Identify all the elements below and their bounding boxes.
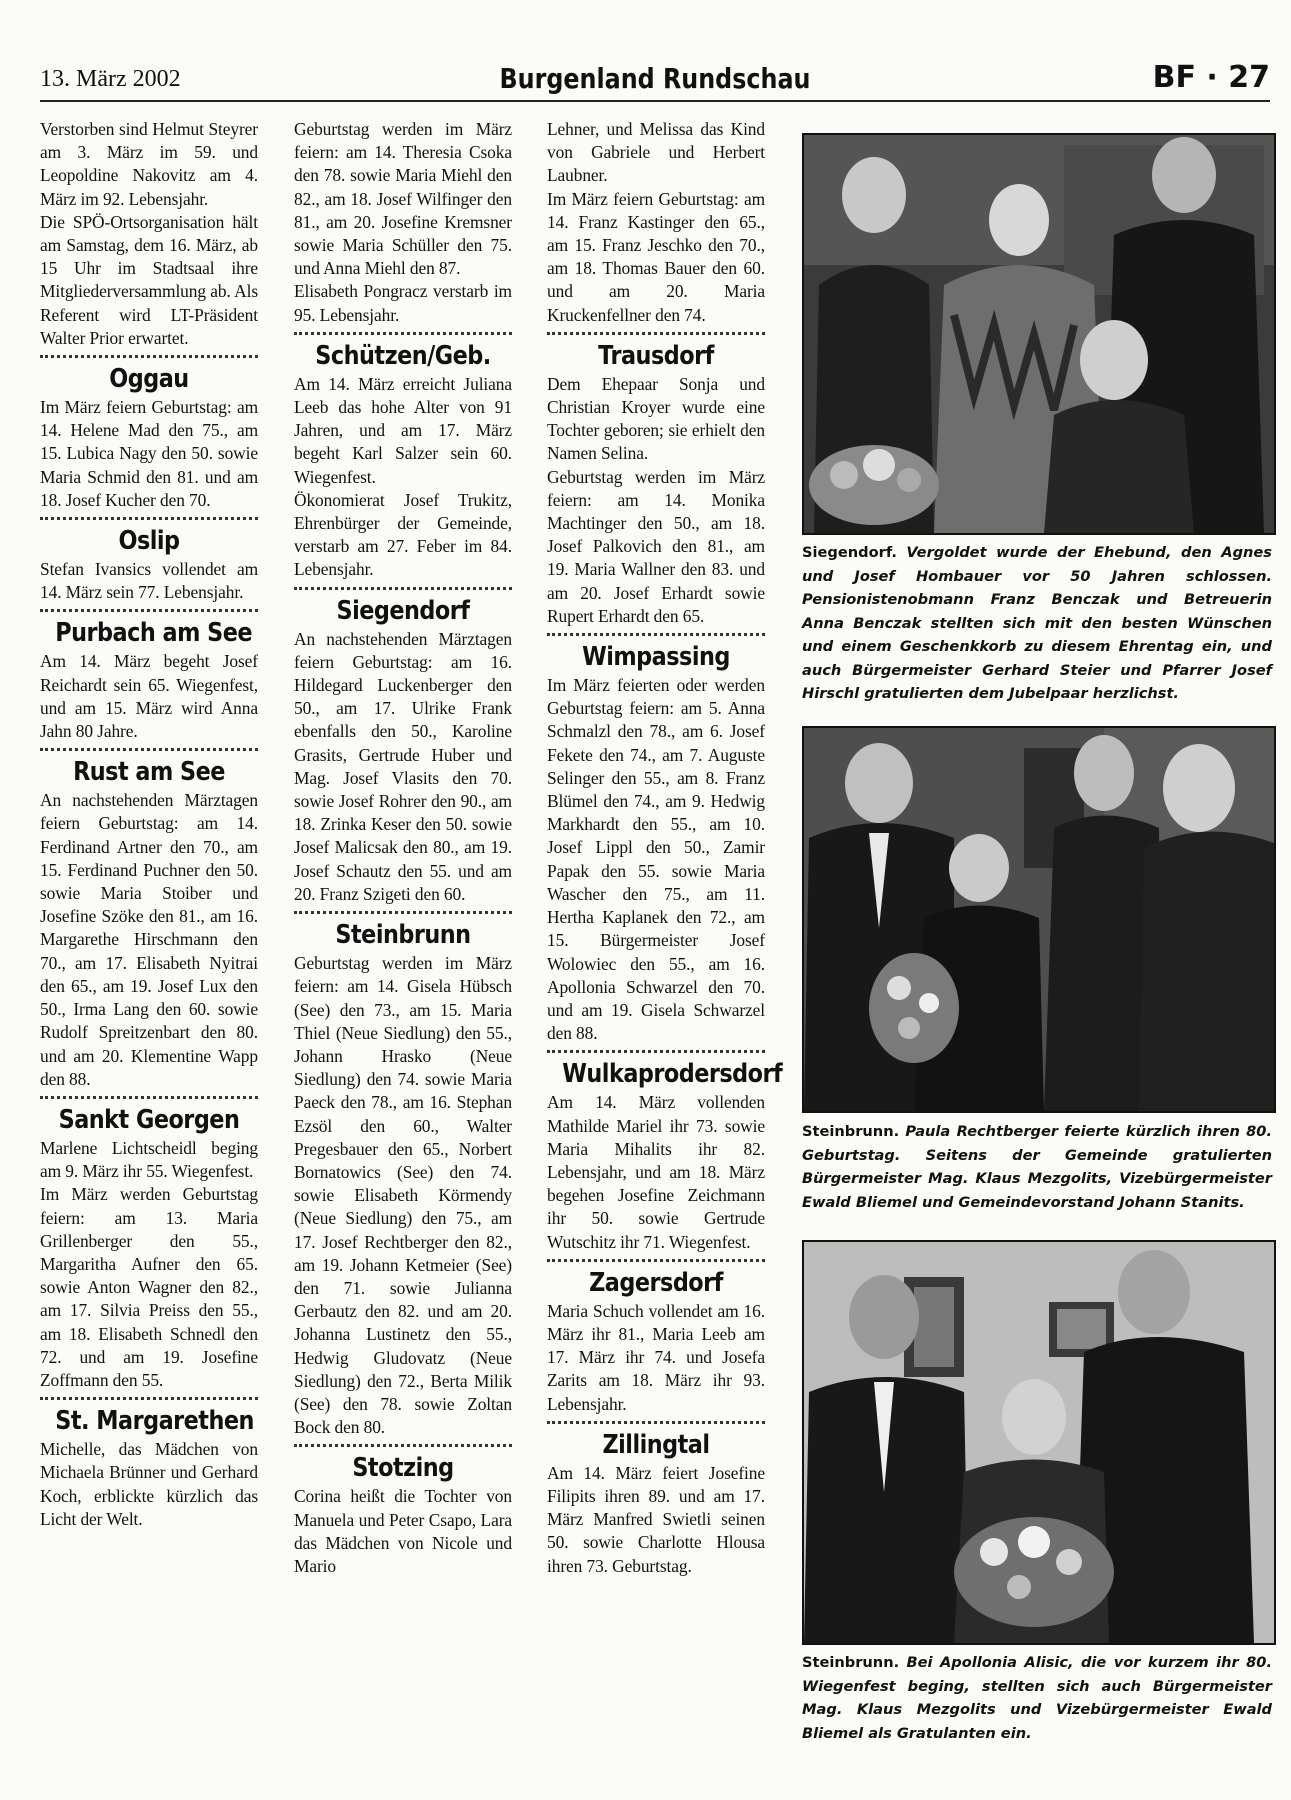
section-heading: Oggau [109,364,189,395]
article-column-1 [40,118,258,1531]
article-paragraph: Geburtstag werden im März feiern: am 14. Theresia Csoka den 78. sowie Maria Miehl den 82., am 18. Josef Wilfinger den 81., am 20. Josefine Kremsner sowie Maria Schüller den 75. und Anna Miehl den 87. [294,119,512,279]
caption-text: Vergoldet wurde der Ehebund, den Agnes und Josef Hombauer vor 50 Jahren schlossen. Pensionistenobmann Franz Benczak und Betreuerin Anna Benczak stellten sich mit den besten Wünschen und einem Geschenkkorb zu diesem Ehrentag ein, und auch Bürgermeister Gerhard Steier und Pfarrer Josef Hirschl gratulierten dem Jubelpaar herzlichst. [802,544,1272,702]
article-paragraph: Lehner, und Melissa das Kind von Gabriele und Herbert Laubner. [547,119,765,186]
caption-place: Steinbrunn. [802,1123,900,1140]
article-paragraph: Am 14. März begeht Josef Reichardt sein 65. Wiegenfest, und am 15. März wird Anna Jahn 80 Jahre. [40,651,258,742]
newspaper-title: Burgenland Rundschau [499,62,811,95]
article-paragraph: Geburtstag werden im März feiern: am 14. Monika Machtinger den 50., am 18. Josef Palkovich den 81., am 19. Maria Wallner den 83. und am 20. Josef Erhardt sowie Rupert Erhardt den 65. [547,466,765,626]
page-number: BF · 27 [1152,60,1270,95]
article-paragraph: Am 14. März feiert Josefine Filipits ihren 89. und am 17. März Manfred Swietli seinen 50. sowie Charlotte Hlousa ihren 73. Geburtstag. [547,1462,765,1576]
dotted-separator [40,1096,258,1099]
article-paragraph: Elisabeth Pongracz verstarb im 95. Lebensjahr. [294,281,512,325]
photo-caption-3 [802,1651,1272,1745]
article-paragraph: Ökonomierat Josef Trukitz, Ehrenbürger der Gemeinde, verstarb am 27. Feber im 84. Lebensjahr. [294,489,512,580]
section-heading: Oslip [118,526,180,557]
dotted-separator [294,911,512,914]
caption-text: Bei Apollonia Alisic, die vor kurzem ihr 80. Wiegenfest beging, stellten sich auch Bürgermeister Mag. Klaus Mezgolits und Vizebürgermeister Ewald Bliemel als Gratulanten ein. [802,1654,1272,1742]
section-heading: Rust am See [73,757,225,788]
photo-caption-2 [802,1120,1272,1214]
section-heading: Zillingtal [602,1429,710,1460]
section-heading: Trausdorf [598,340,714,371]
article-paragraph: Am 14. März vollenden Mathilde Mariel ihr 73. sowie Maria Mihalits ihr 82. Lebensjahr, und am 18. März begehen Josefine Zeichmann ihr 50. sowie Gertrude Wutschitz ihr 71. Wiegenfest. [547,1092,765,1252]
caption-place: Steinbrunn. [802,1654,900,1671]
article-paragraph: Im März feiern Geburtstag: am 14. Franz Kastinger den 65., am 15. Franz Jeschko den 70., am 18. Thomas Bauer den 60. und am 20. Maria Kruckenfellner den 74. [547,188,765,325]
section-heading: Wimpassing [582,642,730,673]
article-paragraph: Im März werden Geburtstag feiern: am 13. Maria Grillenberger den 55., Margaritha Aufner den 65. sowie Anton Wagner den 82., am 17. Silvia Preiss den 55., am 18. Elisabeth Schnedl den 72. und am 19. Josefine Zoffmann den 55. [40,1184,258,1390]
dotted-separator [294,587,512,590]
dotted-separator [547,1421,765,1424]
photo-siegendorf-golden-wedding [802,133,1276,535]
caption-text: Paula Rechtberger feierte kürzlich ihren 80. Geburtstag. Seitens der Gemeinde gratulierten Bürgermeister Mag. Klaus Mezgolits, Vizebürgermeister Ewald Bliemel und Gemeindevorstand Johann Stanits. [802,1123,1272,1211]
dotted-separator [40,1397,258,1400]
article-paragraph: Im März feiern Geburtstag: am 14. Helene Mad den 75., am 15. Lubica Nagy den 50. sowie Maria Schmid den 81. und am 18. Josef Kucher den 70. [40,397,258,510]
section-heading: Zagersdorf [589,1267,723,1298]
photo-steinbrunn-rechtberger [802,726,1276,1113]
article-paragraph: Verstorben sind Helmut Steyrer am 3. März im 59. und Leopoldine Nakovitz am 4. März im 92. Lebensjahr. [40,119,258,209]
dotted-separator [547,332,765,335]
dotted-separator [547,633,765,636]
page-header [40,58,1270,102]
article-paragraph: Im März feierten oder werden Geburtstag feiern: am 5. Anna Schmalzl den 78., am 6. Josef Fekete den 74., am 7. Auguste Selinger den 55., am 8. Franz Blümel den 74., am 9. Hedwig Markhardt den 55., am 10. Josef Lippl den 50., Zamir Papak den 55. sowie Maria Wascher den 75., am 11. Hertha Kaplanek den 72., am 15. Bürgermeister Josef Wolowiec den 55., am 16. Apollonia Schwarzel den 70. und am 19. Gisela Schwarzel den 88. [547,675,765,1044]
article-paragraph: Geburtstag werden im März feiern: am 14. Gisela Hübsch (See) den 73., am 15. Maria Thiel (Neue Siedlung) den 55., Johann Hrasko (Neue Siedlung) den 74. sowie Maria Paeck den 78., am 16. Stephan Ezsöl den 60., Walter Pregesbauer den 65., Norbert Bornatowics (See) den 74. sowie Elisabeth Körmendy (Neue Siedlung) den 75., am 17. Josef Rechtberger den 82., am 19. Johann Ketmeier (See) den 71. sowie Julianna Gerbautz den 82. und am 20. Johanna Lustinetz den 55., Hedwig Gludovatz (Neue Siedlung) den 72., Berta Milik (See) den 78. sowie Zoltan Bock den 80. [294,953,512,1438]
dotted-separator [40,355,258,358]
article-paragraph: Michelle, das Mädchen von Michaela Brünner und Gerhard Koch, erblickte kürzlich das Licht der Welt. [40,1439,258,1529]
section-heading: St. Margarethen [55,1406,254,1437]
section-heading: Steinbrunn [335,920,471,951]
dotted-separator [547,1259,765,1262]
section-heading: Stotzing [352,1453,454,1484]
article-paragraph: Corina heißt die Tochter von Manuela und Peter Csapo, Lara das Mädchen von Nicole und Mario [294,1486,512,1576]
section-heading: Schützen/Geb. [315,340,491,371]
dotted-separator [547,1050,765,1053]
article-paragraph: Maria Schuch vollendet am 16. März ihr 81., Maria Leeb am 17. März ihr 74. und Josefa Zarits am 18. März ihr 93. Lebensjahr. [547,1300,765,1414]
article-paragraph: Die SPÖ-Ortsorganisation hält am Samstag, dem 16. März, ab 15 Uhr im Stadtsaal ihre Mitgliederversammlung ab. Als Referent wird LT-Präsident Walter Prior erwartet. [40,211,258,348]
article-paragraph: Am 14. März erreicht Juliana Leeb das hohe Alter von 91 Jahren, und am 17. März begeht Karl Salzer sein 60. Wiegenfest. [294,373,512,487]
issue-date: 13. März 2002 [40,66,181,92]
section-heading: Purbach am See [55,618,253,649]
article-paragraph: An nachstehenden Märztagen feiern Geburtstag: am 16. Hildegard Luckenberger den 50., am 17. Ulrike Frank ebenfalls den 50., Karoline Grasits, Gertrude Huber und Mag. Josef Vlasits den 70. sowie Josef Rohrer den 90., am 18. Zrinka Keser den 50. sowie Josef Malicsak den 80., am 19. Josef Schautz den 55. und am 20. Franz Szigeti den 60. [294,628,512,904]
article-paragraph: Marlene Lichtscheidl beging am 9. März ihr 55. Wiegenfest. [40,1137,258,1182]
dotted-separator [40,609,258,612]
photo-caption-1 [802,541,1272,706]
article-paragraph: Stefan Ivansics vollendet am 14. März sein 77. Lebensjahr. [40,559,258,603]
section-heading: Siegendorf [336,595,470,626]
section-heading: Sankt Georgen [58,1104,240,1135]
dotted-separator [294,1444,512,1447]
dotted-separator [40,748,258,751]
section-heading: Wulkaprodersdorf [562,1059,783,1090]
caption-place: Siegendorf. [802,544,897,561]
article-paragraph: Dem Ehepaar Sonja und Christian Kroyer wurde eine Tochter geboren; sie erhielt den Namen Selina. [547,373,765,464]
article-column-2 [294,118,512,1578]
dotted-separator [40,517,258,520]
article-paragraph: An nachstehenden Märztagen feiern Geburtstag: am 14. Ferdinand Artner den 70., am 15. Ferdinand Puchner den 50. sowie Maria Stoiber und Josefine Szöke den 81., am 16. Margarethe Hirschmann den 70., am 17. Elisabeth Nyitrai den 65., am 19. Josef Lux den 50., Irma Lang den 60. sowie Rudolf Spreitzenbart den 80. und am 20. Klementine Wapp den 88. [40,790,258,1089]
dotted-separator [294,332,512,335]
article-column-3 [547,118,783,1578]
photo-steinbrunn-alisic [802,1240,1276,1645]
